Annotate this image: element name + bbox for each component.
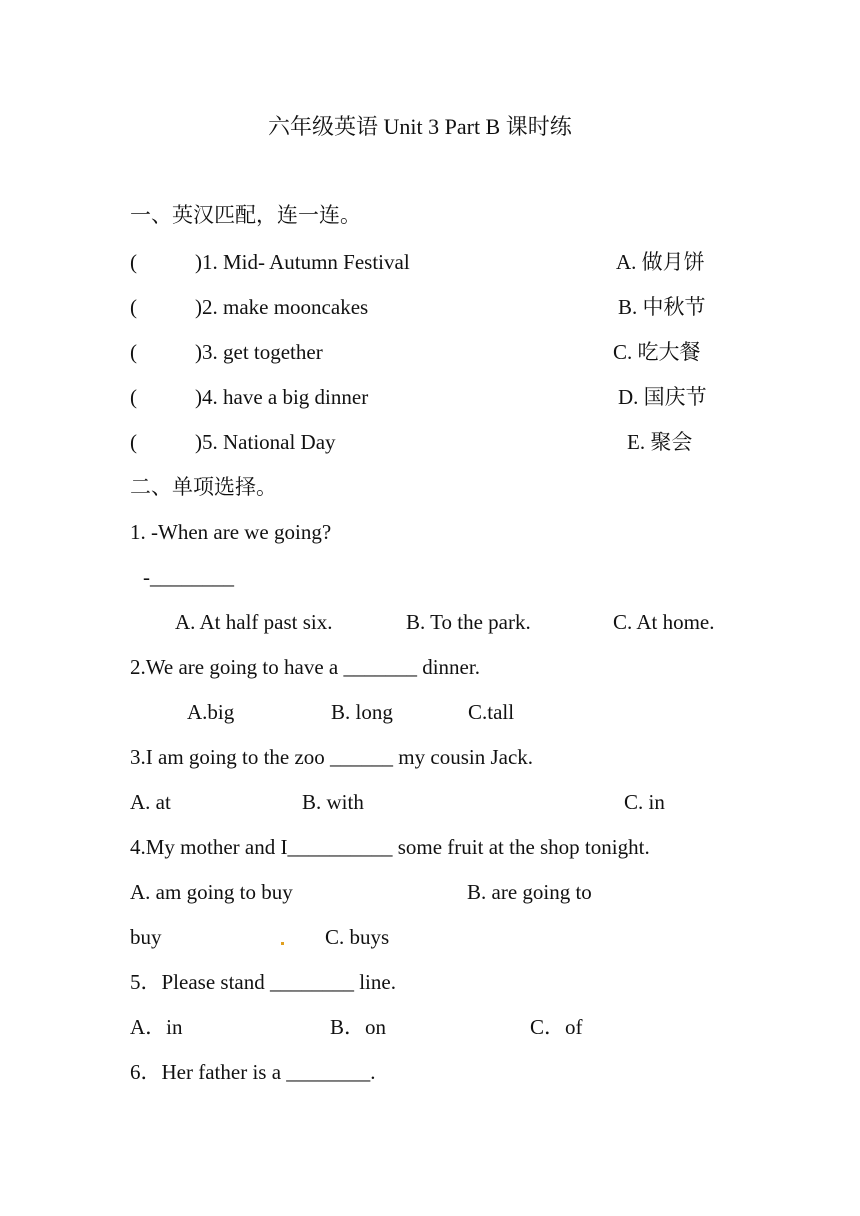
section-1-heading: 一、英汉匹配，连一连。 [130, 203, 361, 227]
match-chinese: A. 做月饼 [616, 250, 705, 274]
question-text: 5．Please stand ________ line. [130, 970, 396, 994]
option-a: A. At half past six. [175, 610, 333, 634]
option-b-continued: buy [130, 925, 162, 949]
option-b: B. long [331, 700, 393, 724]
match-english: )3. get together [195, 340, 323, 364]
match-english: )4. have a big dinner [195, 385, 369, 409]
match-paren: ( [130, 295, 137, 319]
option-a: A．in [130, 1015, 183, 1039]
match-chinese: E. 聚会 [627, 430, 693, 454]
option-c: C. buys [325, 925, 390, 949]
option-a: A. at [130, 790, 171, 814]
question-text: 6．Her father is a ________. [130, 1060, 376, 1084]
match-chinese: D. 国庆节 [618, 385, 707, 409]
option-c: C．of [530, 1015, 583, 1039]
section-2-heading: 二、单项选择。 [130, 475, 277, 499]
option-b: B. To the park. [406, 610, 531, 634]
stray-mark [281, 942, 284, 945]
match-english: )5. National Day [195, 430, 336, 454]
option-c: C. in [624, 790, 665, 814]
option-a: A. am going to buy [130, 880, 293, 904]
match-english: )1. Mid- Autumn Festival [195, 250, 410, 274]
question-text: 3.I am going to the zoo ______ my cousin Jack. [130, 745, 534, 769]
option-b: B. are going to [467, 880, 592, 904]
match-chinese: C. 吃大餐 [613, 340, 701, 364]
match-paren: ( [130, 340, 137, 364]
option-a: A.big [187, 700, 235, 724]
option-b: B. with [302, 790, 364, 814]
page-title: 六年级英语 Unit 3 Part B 课时练 [268, 114, 572, 139]
option-c: C. At home. [613, 610, 715, 634]
match-paren: ( [130, 430, 137, 454]
reply-blank: -________ [143, 565, 234, 589]
question-text: 4.My mother and I__________ some fruit at the shop tonight. [130, 835, 650, 859]
option-c: C.tall [468, 700, 515, 724]
question-text: 2.We are going to have a _______ dinner. [130, 655, 480, 679]
match-paren: ( [130, 385, 137, 409]
question-text: 1. -When are we going? [130, 520, 332, 544]
option-b: B．on [330, 1015, 387, 1039]
match-paren: ( [130, 250, 137, 274]
match-chinese: B. 中秋节 [618, 295, 706, 319]
match-english: )2. make mooncakes [195, 295, 369, 319]
